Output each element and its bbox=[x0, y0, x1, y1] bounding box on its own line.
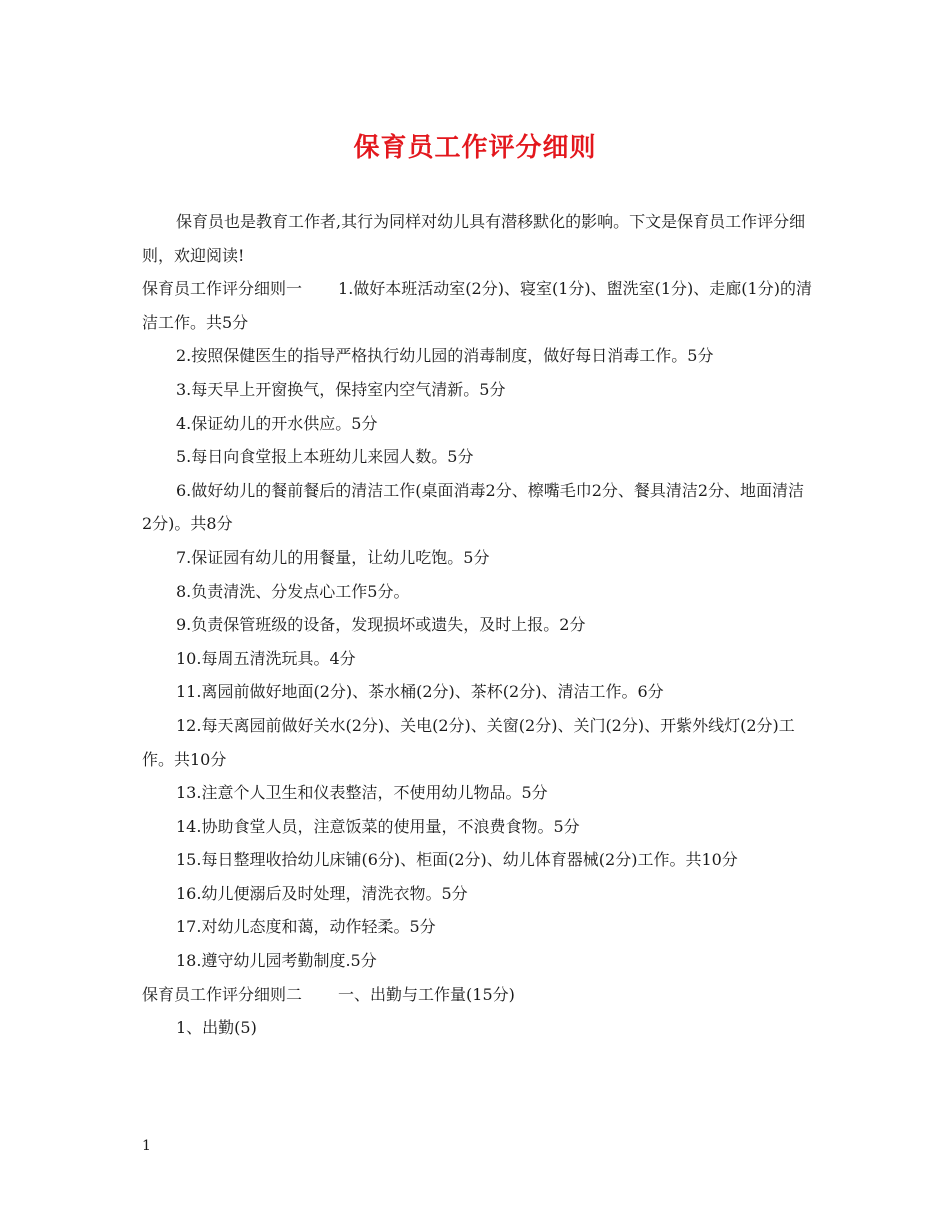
section-1-item-5: 5.每日向食堂报上本班幼儿来园人数。5分 bbox=[176, 447, 474, 467]
section-1-item-17: 17.对幼儿态度和蔼，动作轻柔。5分 bbox=[176, 917, 436, 937]
section-2-item-2: 1、出勤(5) bbox=[176, 1018, 257, 1038]
section-1-item-15: 15.每日整理收拾幼儿床铺(6分)、柜面(2分)、幼儿体育器械(2分)工作。共10分 bbox=[176, 850, 738, 870]
section-1-item-16: 16.幼儿便溺后及时处理，清洗衣物。5分 bbox=[176, 883, 468, 903]
section-1-item-10: 10.每周五清洗玩具。4分 bbox=[176, 648, 356, 668]
section-1-item-7: 7.保证园有幼儿的用餐量，让幼儿吃饱。5分 bbox=[176, 547, 490, 567]
section-1-item-11: 11.离园前做好地面(2分)、茶水桶(2分)、茶杯(2分)、清洁工作。6分 bbox=[176, 682, 664, 702]
section-1-item-12: 12.每天离园前做好关水(2分)、关电(2分)、关窗(2分)、关门(2分)、开紫外线灯(2分)工作。共10分 bbox=[142, 715, 795, 769]
section-1-item-3: 3.每天早上开窗换气，保持室内空气清新。5分 bbox=[176, 379, 506, 399]
section-1-heading-paragraph bbox=[142, 272, 814, 339]
page-number: 1 bbox=[142, 1138, 151, 1154]
section-1-item-2: 2.按照保健医生的指导严格执行幼儿园的消毒制度，做好每日消毒工作。5分 bbox=[176, 346, 714, 366]
intro-paragraph: 保育员也是教育工作者,其行为同样对幼儿具有潜移默化的影响。下文是保育员工作评分细则，欢迎阅读! bbox=[142, 212, 806, 265]
section-1-item-4: 4.保证幼儿的开水供应。5分 bbox=[176, 413, 378, 433]
section-1-item-1: 1.做好本班活动室(2分)、寝室(1分)、盥洗室(1分)、走廊(1分)的清洁工作。共5分 bbox=[142, 279, 812, 332]
section-2-heading-paragraph bbox=[142, 978, 814, 1012]
section-2-item-1: 一、出勤与工作量(15分) bbox=[338, 984, 515, 1004]
section-2-label: 保育员工作评分细则二 bbox=[142, 984, 303, 1004]
section-1-item-8: 8.负责清洗、分发点心工作5分。 bbox=[176, 581, 410, 601]
document-title: 保育员工作评分细则 bbox=[353, 133, 597, 163]
section-1-label: 保育员工作评分细则一 bbox=[142, 279, 303, 299]
section-1-item-13: 13.注意个人卫生和仪表整洁，不使用幼儿物品。5分 bbox=[176, 783, 548, 803]
section-1-item-9: 9.负责保管班级的设备，发现损坏或遗失，及时上报。2分 bbox=[176, 615, 586, 635]
section-1-item-18: 18.遵守幼儿园考勤制度.5分 bbox=[176, 951, 377, 971]
document-body bbox=[142, 205, 814, 1045]
section-1-item-6: 6.做好幼儿的餐前餐后的清洁工作(桌面消毒2分、檫嘴毛巾2分、餐具清洁2分、地面清洁2分)。共8分 bbox=[142, 480, 805, 534]
section-1-item-14: 14.协助食堂人员，注意饭菜的使用量，不浪费食物。5分 bbox=[176, 816, 580, 836]
